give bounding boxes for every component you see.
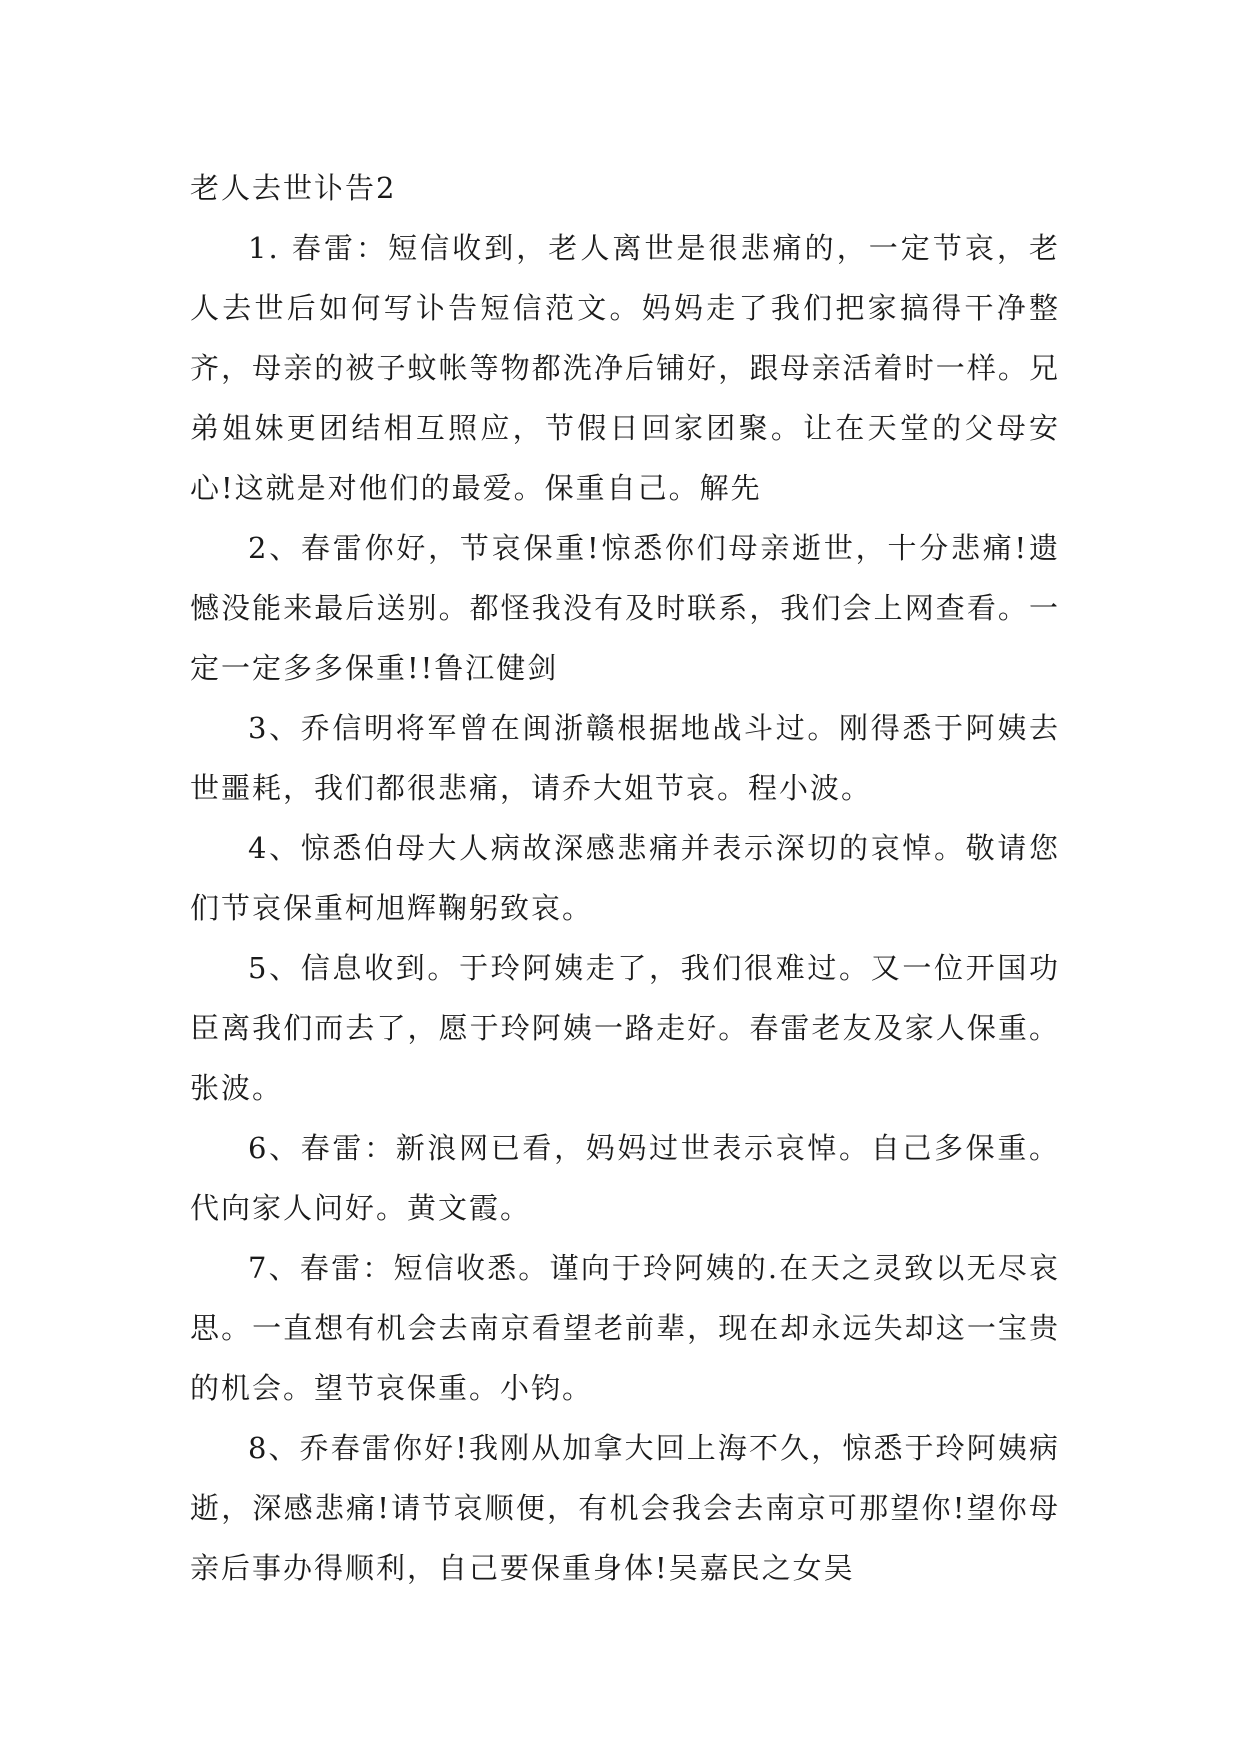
paragraph-3: 3、乔信明将军曾在闽浙赣根据地战斗过。刚得悉于阿姨去世噩耗，我们都很悲痛，请乔大姐节哀。程小波。: [190, 711, 1060, 805]
paragraph-2: 2、春雷你好，节哀保重!惊悉你们母亲逝世，十分悲痛!遗憾没能来最后送别。都怪我没有及时联系，我们会上网查看。一定一定多多保重!!鲁江健剑: [190, 531, 1060, 685]
document-body: [190, 158, 1060, 1598]
paragraph-1: 1. 春雷：短信收到，老人离世是很悲痛的，一定节哀，老人去世后如何写讣告短信范文。妈妈走了我们把家搞得干净整齐，母亲的被子蚊帐等物都洗净后铺好，跟母亲活着时一样。兄弟姐妹更团结相互照应，节假日回家团聚。让在天堂的父母安心!这就是对他们的最爱。保重自己。解先: [190, 231, 1060, 505]
paragraph-5: 5、信息收到。于玲阿姨走了，我们很难过。又一位开国功臣离我们而去了，愿于玲阿姨一路走好。春雷老友及家人保重。张波。: [190, 951, 1060, 1105]
paragraph-7: 7、春雷：短信收悉。谨向于玲阿姨的.在天之灵致以无尽哀思。一直想有机会去南京看望老前辈，现在却永远失却这一宝贵的机会。望节哀保重。小钧。: [190, 1251, 1060, 1405]
document-title: 老人去世讣告2: [190, 171, 397, 205]
paragraph-4: 4、惊悉伯母大人病故深感悲痛并表示深切的哀悼。敬请您们节哀保重柯旭辉鞠躬致哀。: [190, 831, 1060, 925]
paragraph-6: 6、春雷：新浪网已看，妈妈过世表示哀悼。自己多保重。代向家人问好。黄文霞。: [190, 1131, 1060, 1225]
paragraph-8: 8、乔春雷你好!我刚从加拿大回上海不久，惊悉于玲阿姨病逝，深感悲痛!请节哀顺便，有机会我会去南京可那望你!望你母亲后事办得顺利，自己要保重身体!吴嘉民之女吴: [190, 1431, 1060, 1585]
